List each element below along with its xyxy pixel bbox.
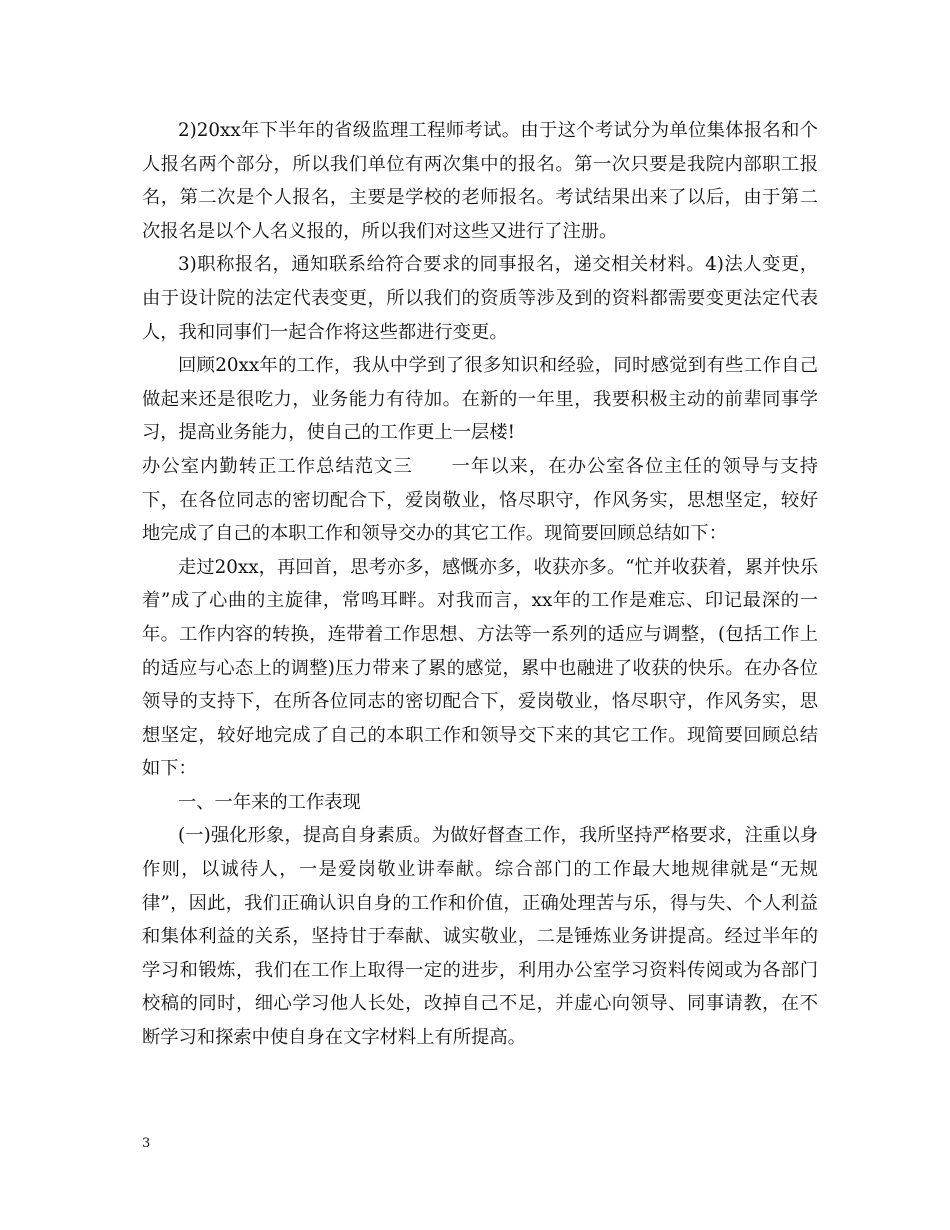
paragraph-section-heading: 一、一年来的工作表现 xyxy=(178,791,361,813)
paragraph-exam-registration: 2)20xx年下半年的省级监理工程师考试。由于这个考试分为单位集体报名和个人报名两个部分，所以我们单位有两次集中的报名。第一次只要是我院内部职工报名，第二次是个人报名，主要是学校的老师报名。考试结果出来了以后，由于第二次报名是以个人名义报的，所以我们对这些又进行了注册。 xyxy=(142,120,818,242)
paragraph-self-improvement: (一)强化形象，提高自身素质。为做好督查工作，我所坚持严格要求，注重以身作则，以诚待人，一是爱岗敬业讲奉献。综合部门的工作最大地规律就是“无规律”，因此，我们正确认识自身的工作和价值，正确处理苦与乐，得与失、个人利益和集体利益的关系，坚持甘于奉献、诚实敬业，二是锤炼业务讲提高。经过半年的学习和锻炼，我们在工作上取得一定的进步，利用办公室学习资料传阅或为各部门校稿的同时，细心学习他人长处，改掉自己不足，并虚心向领导、同事请教，在不断学习和探索中使自身在文字材料上有所提高。 xyxy=(142,825,818,1049)
paragraph-section-three-heading: 办公室内勤转正工作总结范文三 一年以来，在办公室各位主任的领导与支持下，在各位同志的密切配合下，爱岗敬业，恪尽职守，作风务实，思想坚定，较好地完成了自己的本职工作和领导交办的其它工作。现简要回顾总结如下： xyxy=(142,455,818,545)
document-body xyxy=(142,114,818,1055)
paragraph-title-registration: 3)职称报名，通知联系给符合要求的同事报名，递交相关材料。4)法人变更，由于设计院的法定代表变更，所以我们的资质等涉及到的资料都需要变更法定代表人，我和同事们一起合作将这些都进行变更。 xyxy=(142,254,818,343)
paragraph-reflection: 走过20xx，再回首，思考亦多，感慨亦多，收获亦多。“忙并收获着，累并快乐着”成了心曲的主旋律，常鸣耳畔。对我而言，xx年的工作是难忘、印记最深的一年。工作内容的转换，连带着工作思想、方法等一系列的适应与调整，(包括工作上的适应与心态上的调整)压力带来了累的感觉，累中也融进了收获的快乐。在办各位领导的支持下，在所各位同志的密切配合下，爱岗敬业，恪尽职守，作风务实，思想坚定，较好地完成了自己的本职工作和领导交下来的其它工作。现简要回顾总结如下： xyxy=(142,556,818,780)
page-number: 3 xyxy=(142,1136,151,1151)
paragraph-year-review: 回顾20xx年的工作，我从中学到了很多知识和经验，同时感觉到有些工作自己做起来还是很吃力，业务能力有待加。在新的一年里，我要积极主动的前辈同事学习，提高业务能力，使自己的工作更上一层楼! xyxy=(142,355,818,444)
